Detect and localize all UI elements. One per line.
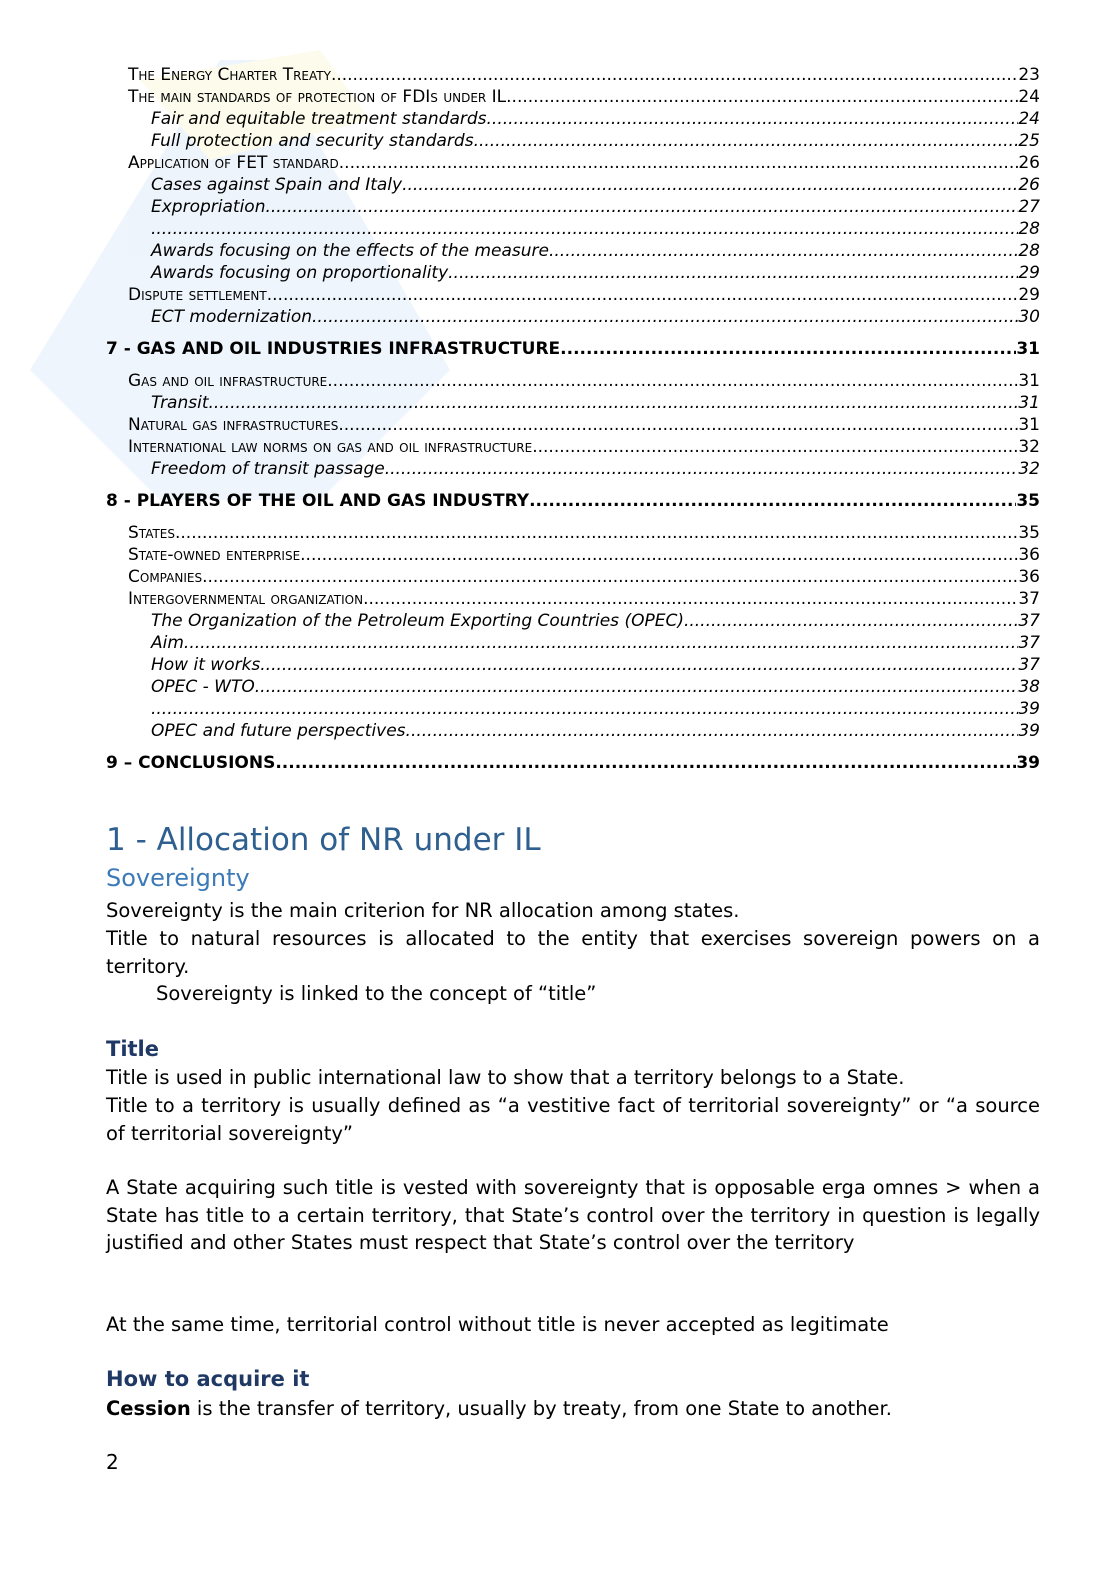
toc-leader-dots	[529, 485, 1016, 518]
toc-leader-dots	[402, 174, 1018, 196]
heading-sovereignty: Sovereignty	[106, 864, 250, 892]
paragraph-territorial-control: At the same time, territorial control without title is never accepted as legitimate	[106, 1313, 889, 1336]
toc-page-number: 31	[1016, 339, 1040, 359]
paragraph-erga-omnes: A State acquiring such title is vested with sovereignty that is opposable erga omnes > when a State has title to a certain territory, that State’s control over the territory in question is legally justified and other States must respect that State’s control over the territory	[106, 1176, 1040, 1254]
toc-page-number: 23	[1018, 65, 1040, 85]
toc-entry-title: OPEC and future perspectives	[151, 721, 406, 741]
toc-entry-title: States	[128, 523, 175, 543]
toc-page-number: 31	[1018, 371, 1040, 391]
toc-entry[interactable]	[106, 392, 1040, 414]
toc-entry[interactable]	[106, 240, 1040, 262]
paragraph-main-criterion: Sovereignty is the main criterion for NR allocation among states.	[106, 899, 740, 922]
toc-entry-title: 7 - GAS AND OIL INDUSTRIES INFRASTRUCTURE	[106, 339, 561, 359]
toc-entry[interactable]	[106, 720, 1040, 742]
toc-leader-dots	[331, 64, 1018, 86]
toc-page-number: 29	[1018, 285, 1040, 305]
toc-chapter-entry[interactable]	[106, 485, 1040, 518]
toc-chapter-entry[interactable]	[106, 747, 1040, 780]
toc-entry[interactable]	[106, 196, 1040, 218]
toc-entry-title: Awards focusing on proportionality	[151, 263, 449, 283]
toc-entry[interactable]	[106, 174, 1040, 196]
paragraph-title-territory: Title to a territory is usually defined as “a vestitive fact of territorial sovereignty” or “a source of territorial sovereignty”	[106, 1094, 1040, 1145]
toc-entry[interactable]	[106, 64, 1040, 86]
toc-page-number: 27	[1018, 197, 1040, 217]
toc-entry-title: Gas and oil infrastructure	[128, 371, 328, 391]
toc-leader-dots	[151, 218, 1018, 240]
toc-leader-dots	[300, 544, 1018, 566]
toc-entry[interactable]	[106, 588, 1040, 610]
toc-entry-title: Aim	[151, 633, 184, 653]
toc-page-number: 39	[1016, 753, 1040, 773]
toc-leader-dots	[448, 262, 1018, 284]
toc-page-number: 36	[1018, 545, 1040, 565]
toc-leader-dots	[267, 284, 1019, 306]
toc-entry[interactable]	[106, 152, 1040, 174]
toc-leader-dots	[260, 654, 1018, 676]
toc-leader-dots	[184, 632, 1018, 654]
toc-entry-title: OPEC - WTO	[151, 677, 255, 697]
toc-entry-title: International law norms on gas and oil infrastructure	[128, 437, 533, 457]
toc-page-number: 35	[1018, 523, 1040, 543]
paragraph-title-definition: Title is used in public international law to show that a territory belongs to a State.	[106, 1066, 905, 1089]
toc-entry-title: Full protection and security standards	[151, 131, 474, 151]
toc-page-number: 26	[1018, 175, 1040, 195]
toc-entry-title: Freedom of transit passage	[151, 459, 385, 479]
toc-entry[interactable]	[106, 544, 1040, 566]
toc-entry[interactable]	[106, 284, 1040, 306]
page-number: 2	[106, 1450, 119, 1474]
toc-entry[interactable]	[106, 676, 1040, 698]
toc-leader-dots	[506, 86, 1018, 108]
toc-leader-dots	[406, 720, 1019, 742]
toc-entry[interactable]	[106, 436, 1040, 458]
toc-leader-dots	[175, 522, 1018, 544]
toc-entry[interactable]	[106, 522, 1040, 544]
paragraph-sovereignty-title: Sovereignty is linked to the concept of “title”	[156, 982, 597, 1005]
toc-entry[interactable]	[106, 654, 1040, 676]
toc-entry-title: Natural gas infrastructures	[128, 415, 339, 435]
toc-entry-title: Expropriation	[151, 197, 266, 217]
toc-entry-title: The Energy Charter Treaty	[128, 65, 331, 85]
toc-entry-title: 8 - PLAYERS OF THE OIL AND GAS INDUSTRY	[106, 491, 530, 511]
toc-page-number: 37	[1018, 611, 1040, 631]
toc-entry-title: The Organization of the Petroleum Exporting Countries (OPEC)	[151, 611, 684, 631]
toc-entry-title: State-owned enterprise	[128, 545, 301, 565]
paragraph-title-allocation: Title to natural resources is allocated to the entity that exercises sovereign powers on a territory.	[106, 927, 1040, 978]
toc-entry-title: Application of FET standard	[128, 153, 339, 173]
toc-page-number: 28	[1018, 219, 1040, 239]
toc-page-number: 31	[1018, 415, 1040, 435]
toc-leader-dots	[339, 152, 1019, 174]
toc-page-number: 37	[1018, 589, 1040, 609]
toc-leader-dots	[560, 333, 1016, 366]
heading-how-to-acquire: How to acquire it	[106, 1367, 310, 1391]
toc-entry-title: Dispute settlement	[128, 285, 267, 305]
toc-page-number: 31	[1018, 393, 1040, 413]
toc-page-number: 32	[1018, 459, 1040, 479]
toc-page-number: 24	[1018, 109, 1040, 129]
toc-entry-title: Awards focusing on the effects of the measure	[151, 241, 549, 261]
toc-leader-dots	[151, 698, 1018, 720]
toc-entry[interactable]	[106, 698, 1040, 720]
heading-allocation: 1 - Allocation of NR under IL	[106, 822, 541, 858]
toc-entry[interactable]	[106, 86, 1040, 108]
toc-page-number: 35	[1016, 491, 1040, 511]
toc-entry-title: Cases against Spain and Italy	[151, 175, 403, 195]
toc-entry-title: Intergovernmental organization	[128, 589, 364, 609]
paragraph-cession	[106, 1395, 1040, 1423]
toc-leader-dots	[363, 588, 1018, 610]
toc-leader-dots	[338, 414, 1018, 436]
toc-entry[interactable]	[106, 370, 1040, 392]
toc-entry[interactable]	[106, 108, 1040, 130]
toc-leader-dots	[312, 306, 1018, 328]
toc-leader-dots	[549, 240, 1018, 262]
toc-entry-title: Companies	[128, 567, 203, 587]
toc-entry[interactable]	[106, 414, 1040, 436]
toc-entry[interactable]	[106, 566, 1040, 588]
toc-leader-dots	[487, 108, 1019, 130]
toc-leader-dots	[265, 196, 1018, 218]
toc-entry[interactable]	[106, 632, 1040, 654]
term-cession: Cession	[106, 1397, 191, 1420]
toc-leader-dots	[209, 392, 1019, 414]
toc-page-number: 36	[1018, 567, 1040, 587]
heading-title: Title	[106, 1037, 160, 1061]
toc-page-number: 26	[1018, 153, 1040, 173]
toc-entry-title: The main standards of protection of FDIs under IL	[128, 87, 507, 107]
toc-page-number: 32	[1018, 437, 1040, 457]
toc-page-number: 24	[1018, 87, 1040, 107]
toc-entry-title: Fair and equitable treatment standards	[151, 109, 487, 129]
toc-leader-dots	[275, 747, 1016, 780]
toc-page-number: 29	[1018, 263, 1040, 283]
toc-entry-title: ECT modernization	[151, 307, 313, 327]
toc-leader-dots	[684, 610, 1018, 632]
toc-page-number: 28	[1018, 241, 1040, 261]
toc-entry[interactable]	[106, 218, 1040, 240]
toc-leader-dots	[532, 436, 1018, 458]
toc-page-number: 39	[1018, 699, 1040, 719]
cession-definition: is the transfer of territory, usually by treaty, from one State to another.	[190, 1397, 892, 1420]
toc-leader-dots	[474, 130, 1019, 152]
toc-page-number: 37	[1018, 633, 1040, 653]
toc-page-number: 38	[1018, 677, 1040, 697]
toc-entry-title: How it works	[151, 655, 261, 675]
toc-page-number: 37	[1018, 655, 1040, 675]
toc-entry[interactable]	[106, 610, 1040, 632]
toc-leader-dots	[385, 458, 1019, 480]
toc-page-number: 25	[1018, 131, 1040, 151]
table-of-contents	[106, 64, 1040, 784]
toc-leader-dots	[202, 566, 1018, 588]
toc-chapter-entry[interactable]	[106, 333, 1040, 366]
toc-leader-dots	[327, 370, 1018, 392]
toc-entry-title: Transit	[151, 393, 209, 413]
toc-entry[interactable]	[106, 262, 1040, 284]
toc-leader-dots	[255, 676, 1019, 698]
toc-entry[interactable]	[106, 130, 1040, 152]
toc-entry[interactable]	[106, 458, 1040, 480]
toc-page-number: 30	[1018, 307, 1040, 327]
toc-entry[interactable]	[106, 306, 1040, 328]
toc-page-number: 39	[1018, 721, 1040, 741]
toc-entry-title: 9 – CONCLUSIONS	[106, 753, 276, 773]
